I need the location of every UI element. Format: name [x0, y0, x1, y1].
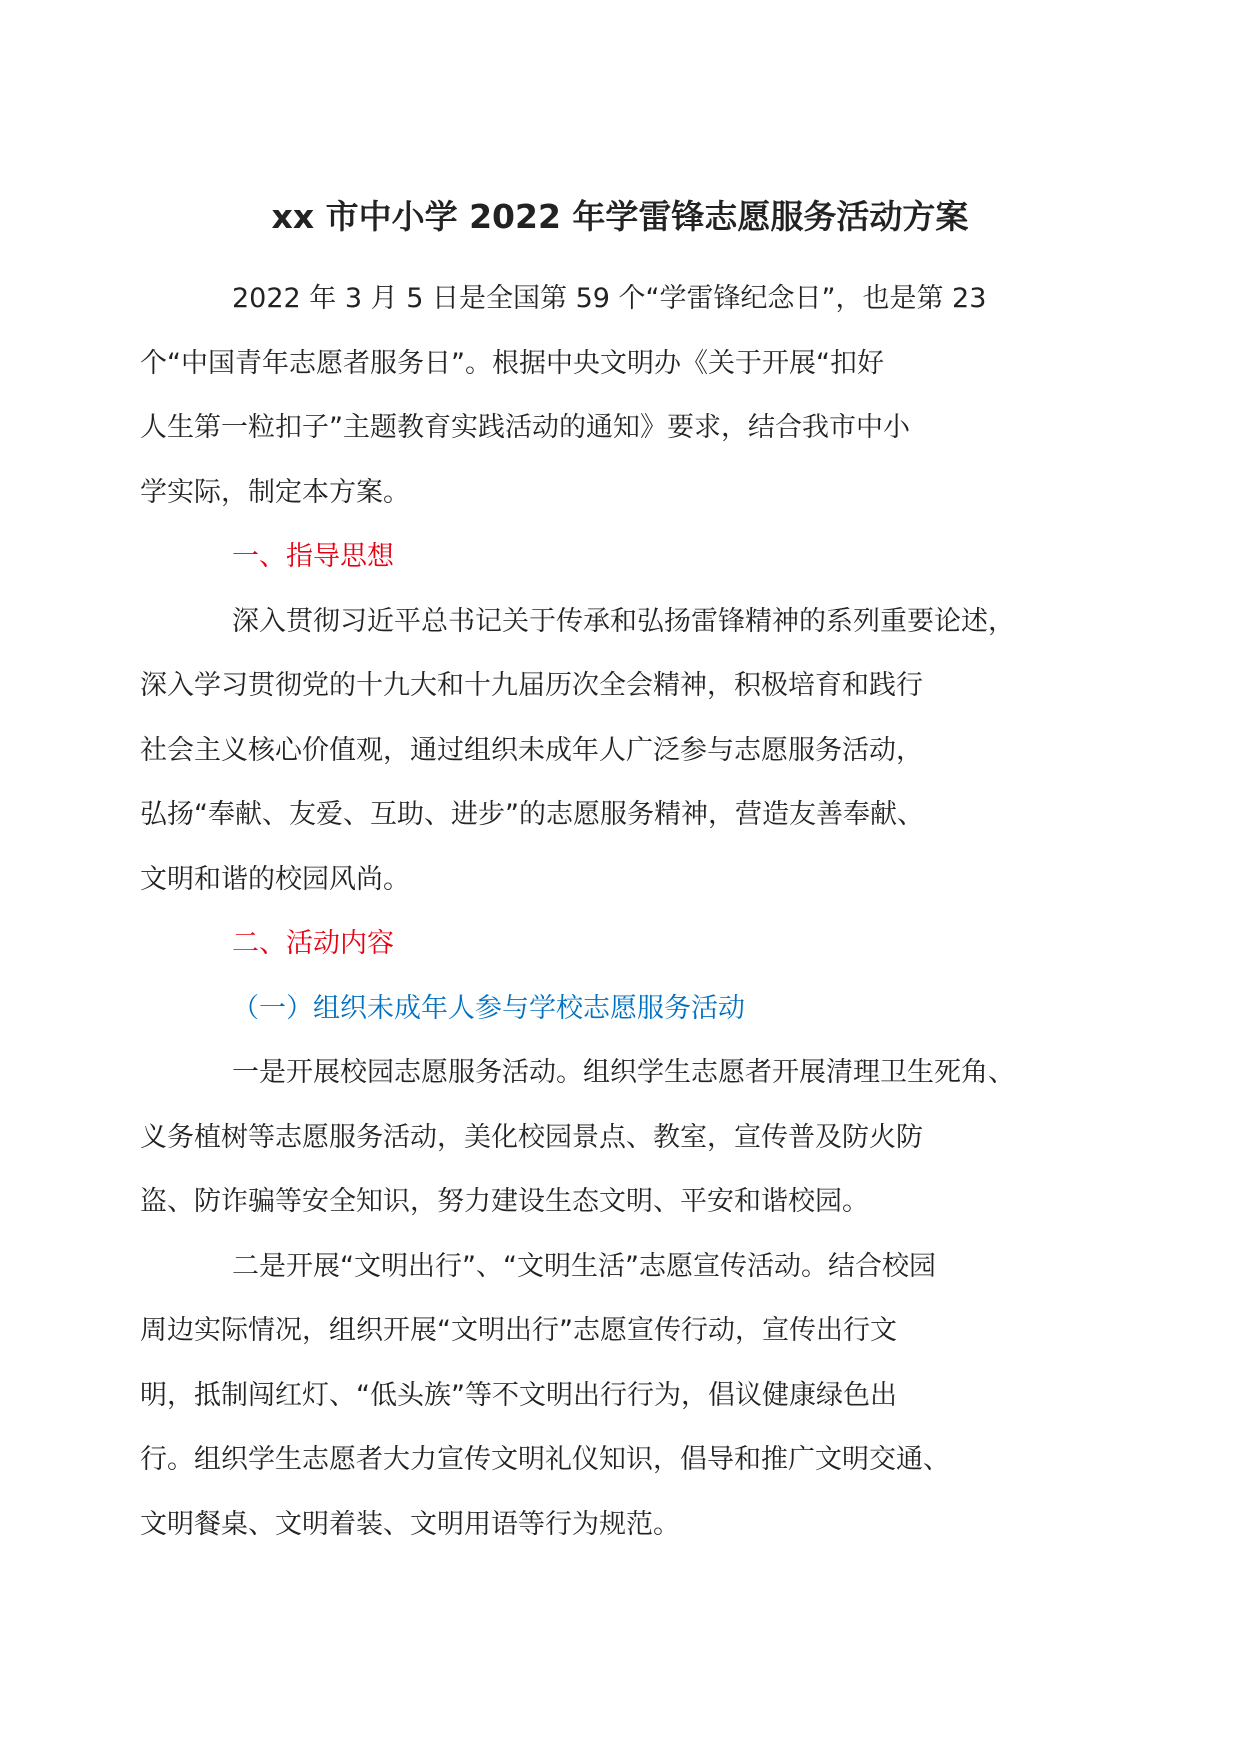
guiding-ideology-paragraph [140, 590, 1066, 913]
document-title: xx 市中小学 2022 年学雷锋志愿服务活动方案 [271, 197, 969, 236]
section-heading-guiding-ideology: 一、指导思想 [232, 541, 394, 572]
paragraph-line: 社会主义核心价值观，通过组织未成年人广泛参与志愿服务活动， [140, 734, 923, 766]
subsection-heading: （一）组织未成年人参与学校志愿服务活动 [232, 992, 745, 1024]
paragraph-line: 文明餐桌、文明着装、文明用语等行为规范。 [140, 1508, 680, 1540]
campus-volunteer-paragraph [140, 1041, 1066, 1235]
paragraph-line: 明，抵制闯红灯、“低头族”等不文明出行行为，倡议健康绿色出 [140, 1379, 897, 1411]
intro-line: 2022 年 3 月 5 日是全国第 59 个“学雷锋纪念日”，也是第 23 [232, 283, 987, 314]
paragraph-line: 周边实际情况，组织开展“文明出行”志愿宣传行动，宣传出行文 [140, 1315, 897, 1346]
intro-paragraph [140, 267, 1066, 525]
paragraph-line: 弘扬“奉献、友爱、互助、进步”的志愿服务精神，营造友善奉献、 [140, 799, 924, 830]
paragraph-line: 一是开展校园志愿服务活动。组织学生志愿者开展清理卫生死角、 [232, 1057, 1015, 1088]
paragraph-line: 行。组织学生志愿者大力宣传文明礼仪知识，倡导和推广文明交通、 [140, 1444, 950, 1475]
document-body [140, 267, 1066, 1557]
paragraph-line: 二是开展“文明出行”、“文明生活”志愿宣传活动。结合校园 [232, 1250, 936, 1282]
paragraph-line: 盗、防诈骗等安全知识，努力建设生态文明、平安和谐校园。 [140, 1186, 869, 1217]
paragraph-line: 深入学习贯彻党的十九大和十九届历次全会精神，积极培育和践行 [140, 670, 923, 701]
paragraph-line: 义务植树等志愿服务活动，美化校园景点、教室，宣传普及防火防 [140, 1121, 923, 1153]
paragraph-line: 深入贯彻习近平总书记关于传承和弘扬雷锋精神的系列重要论述， [232, 605, 1015, 637]
civilized-travel-paragraph [140, 1235, 1066, 1558]
intro-line: 个“中国青年志愿者服务日”。根据中央文明办《关于开展“扣好 [140, 347, 884, 379]
section-heading-activity-content: 二、活动内容 [232, 928, 394, 959]
intro-line: 学实际，制定本方案。 [140, 476, 410, 508]
intro-line: 人生第一粒扣子”主题教育实践活动的通知》要求，结合我市中小 [140, 412, 910, 443]
paragraph-line: 文明和谐的校园风尚。 [140, 863, 410, 895]
